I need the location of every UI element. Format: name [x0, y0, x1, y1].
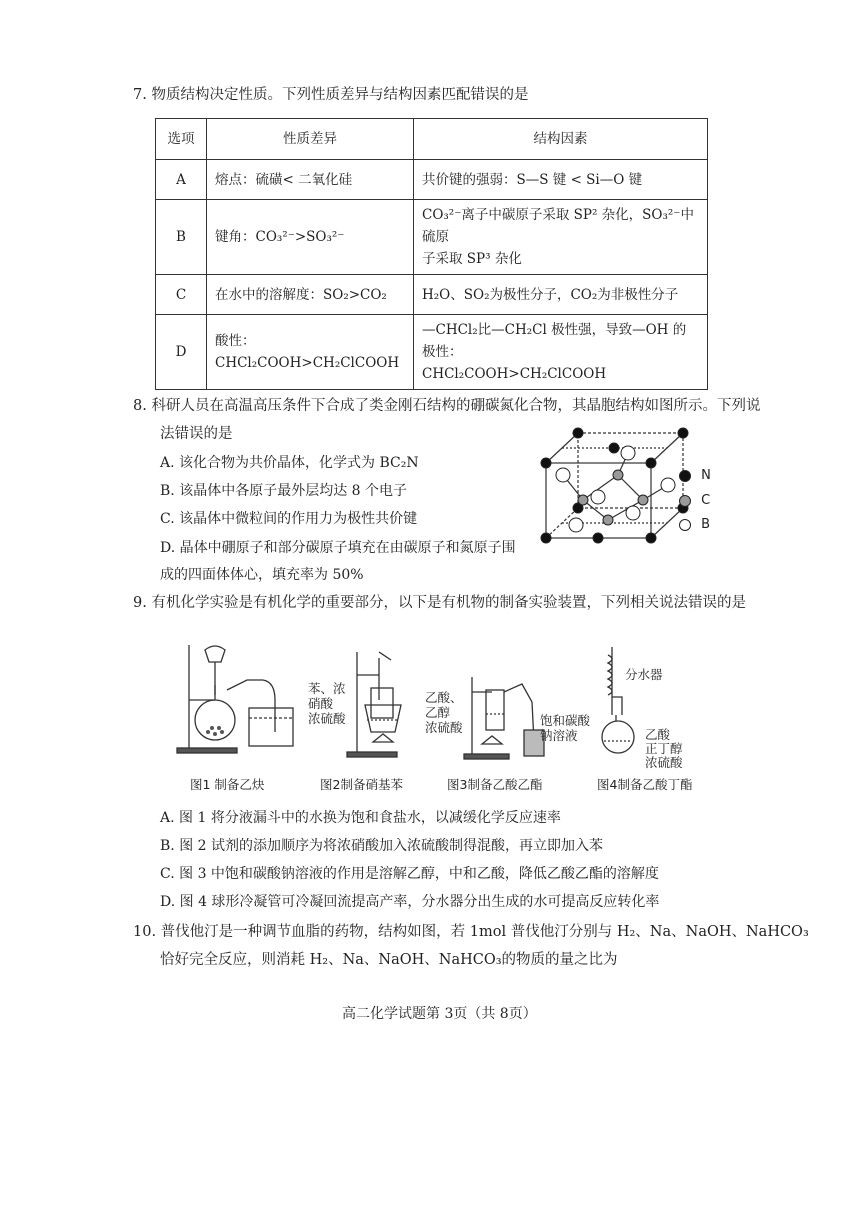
q8-option-d-line2: 成的四面体体心，填充率为 50%: [160, 567, 364, 583]
fig2-caption: 图2制备硝基苯: [320, 777, 403, 792]
row-option: D: [156, 315, 207, 390]
row-option: A: [156, 160, 207, 200]
row-property: 酸性：CHCl₂COOH>CH₂ClCOOH: [207, 315, 414, 390]
row-structure: H₂O、SO₂为极性分子，CO₂为非极性分子: [414, 275, 708, 315]
q8-option-b: B. 该晶体中各原子最外层均达 8 个电子: [160, 483, 407, 499]
header-structure: 结构因素: [414, 119, 708, 160]
fig4-labels: [645, 728, 683, 770]
fig3-labels-left: [425, 690, 463, 735]
fig4-label: 浓硫酸: [645, 755, 683, 770]
header-property: 性质差异: [207, 119, 414, 160]
row-structure: 共价键的强弱：S—S 键 < Si—O 键: [414, 160, 708, 200]
q7-table: [155, 118, 708, 390]
fig2-label: 浓硫酸: [308, 711, 346, 726]
row-structure: [414, 200, 708, 275]
fig3-label: 乙醇: [425, 705, 451, 720]
table-row: [156, 200, 708, 275]
row-structure-line: —CHCl₂比—CH₂Cl 极性强，导致—OH 的极性：: [422, 322, 687, 360]
row-structure-line: CHCl₂COOH>CH₂ClCOOH: [422, 366, 607, 382]
legend-label: B: [701, 517, 711, 532]
fig2-labels: [308, 681, 346, 726]
q7-stem: 7. 物质结构决定性质。下列性质差异与结构因素匹配错误的是: [133, 87, 529, 103]
q10-stem-line1: 10. 普伐他汀是一种调节血脂的药物，结构如图，若 1mol 普伐他汀分别与 H₂、Na、NaOH、NaHCO₃: [133, 924, 809, 940]
fig4-label: 乙酸: [645, 727, 671, 742]
fig4-butyl-acetate-apparatus: [600, 645, 650, 760]
fig4-caption: 图4制备乙酸丁酯: [597, 777, 693, 792]
table-header-row: [156, 119, 708, 160]
fig3-label: 饱和碳酸: [540, 713, 591, 728]
c-atom-icon: [678, 494, 692, 508]
q9-option-a: A. 图 1 将分液漏斗中的水换为饱和食盐水，以减缓化学反应速率: [160, 810, 561, 826]
fig1-acetylene-apparatus: [175, 640, 305, 755]
q8-option-c: C. 该晶体中微粒间的作用力为极性共价键: [160, 511, 418, 527]
legend-n: [678, 465, 711, 484]
page-footer: 高二化学试题第 3页（共 8页）: [342, 1006, 537, 1022]
fig3-ethyl-acetate-apparatus: [462, 672, 552, 762]
row-option: C: [156, 275, 207, 315]
fig3-label: 浓硫酸: [425, 720, 463, 735]
q8-stem-line1: 8. 科研人员在高温高压条件下合成了类金刚石结构的硼碳氮化合物，其晶胞结构如图所示。下列说: [133, 398, 761, 414]
q9-option-c: C. 图 3 中饱和碳酸钠溶液的作用是溶解乙醇，中和乙酸，降低乙酸乙酯的溶解度: [160, 866, 659, 882]
legend-label: N: [701, 468, 711, 483]
fig3-label: 钠溶液: [540, 728, 578, 743]
row-property: 键角：CO₃²⁻>SO₃²⁻: [207, 200, 414, 275]
table-row: [156, 315, 708, 390]
row-property: 在水中的溶解度：SO₂>CO₂: [207, 275, 414, 315]
n-atom-icon: [678, 469, 692, 483]
fig2-nitrobenzene-apparatus: [345, 650, 420, 760]
row-structure-line: CO₃²⁻离子中碳原子采取 SP² 杂化，SO₃²⁻中硫原: [422, 207, 694, 245]
fig2-label: 苯、浓: [308, 681, 346, 696]
header-option: 选项: [156, 119, 207, 160]
fig3-labels-right: [540, 713, 590, 743]
table-row: [156, 160, 708, 200]
q8-option-a: A. 该化合物为共价晶体，化学式为 BC₂N: [160, 455, 419, 471]
fig4-label: 正丁醇: [645, 741, 683, 756]
row-property: 熔点：硫磺< 二氧化硅: [207, 160, 414, 200]
table-row: [156, 275, 708, 315]
row-structure-line: 子采取 SP³ 杂化: [422, 251, 522, 267]
q10-stem-line2: 恰好完全反应，则消耗 H₂、Na、NaOH、NaHCO₃的物质的量之比为: [160, 952, 618, 968]
legend-c: [678, 490, 710, 509]
fig3-label: 乙酸、: [425, 690, 463, 705]
legend-b: [678, 514, 710, 533]
q9-option-b: B. 图 2 试剂的添加顺序为将浓硝酸加入浓硫酸制得混酸，再立即加入苯: [160, 838, 603, 854]
q8-option-d-line1: D. 晶体中硼原子和部分碳原子填充在由碳原子和氮原子围: [160, 540, 516, 556]
q8-stem-line2: 法错误的是: [160, 426, 233, 442]
fig4-label-separator: 分水器: [625, 667, 663, 682]
fig1-caption: 图1 制备乙炔: [190, 777, 265, 792]
fig2-label: 硝酸: [308, 696, 334, 711]
row-option: B: [156, 200, 207, 275]
legend-label: C: [701, 493, 711, 508]
fig3-caption: 图3制备乙酸乙酯: [447, 777, 543, 792]
q9-stem: 9. 有机化学实验是有机化学的重要部分，以下是有机物的制备实验装置，下列相关说法错误的是: [133, 595, 746, 611]
q9-option-d: D. 图 4 球形冷凝管可冷凝回流提高产率，分水器分出生成的水可提高反应转化率: [160, 894, 660, 910]
row-structure: [414, 315, 708, 390]
b-atom-icon: [678, 518, 692, 532]
